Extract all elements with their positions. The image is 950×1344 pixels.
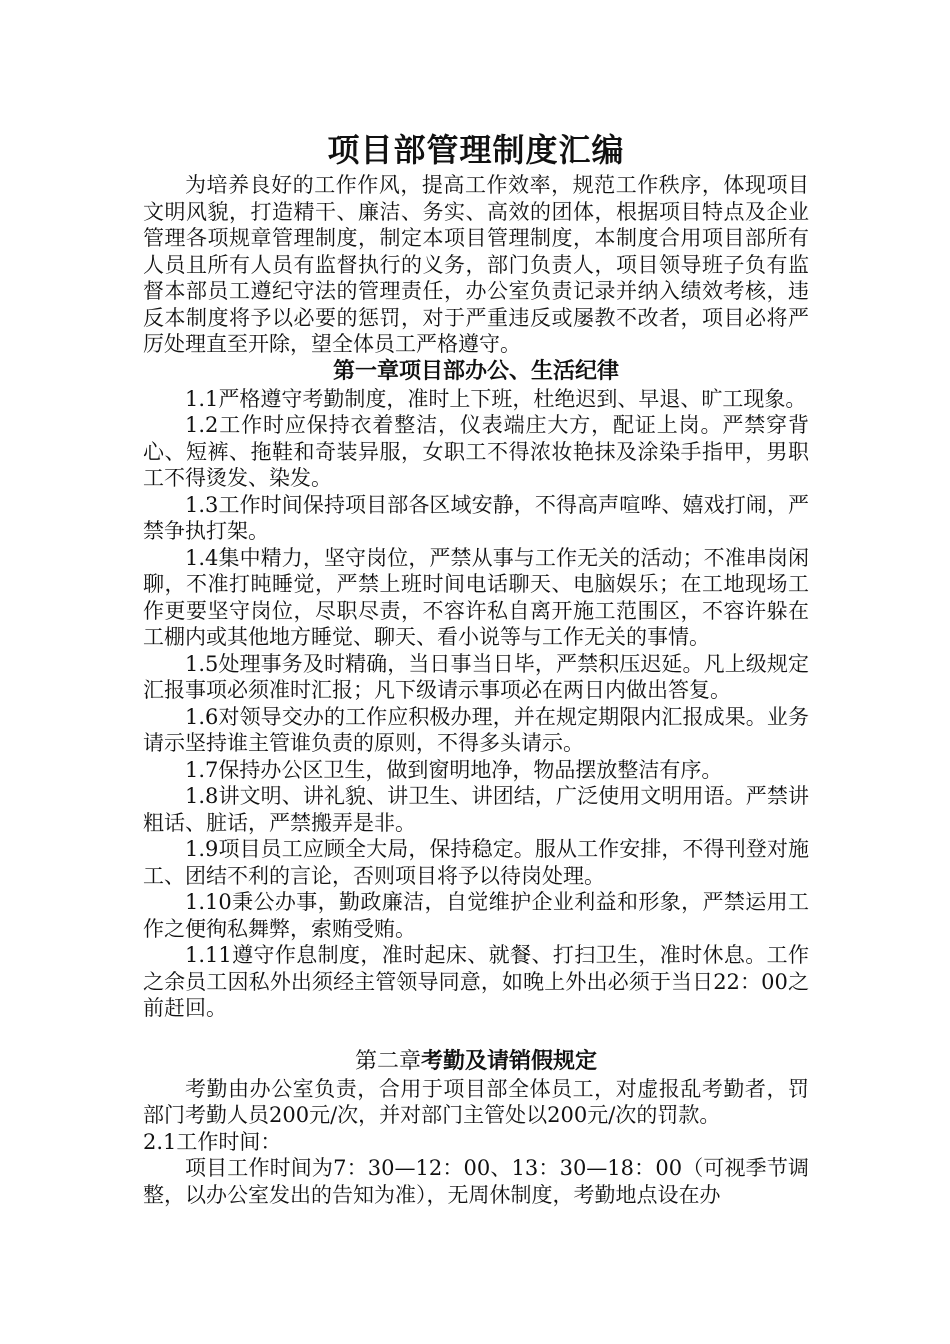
chapter-2-heading: 考勤及请销假规定	[421, 1048, 598, 1074]
rule-item: 1.2工作时应保持衣着整洁，仪表端庄大方，配证上岗。严禁穿背心、短裤、拖鞋和奇装异服，女职工不得浓妆艳抹及涂染手指甲，男职工不得烫发、染发。	[143, 413, 809, 490]
chapter-1-items	[143, 386, 809, 1022]
section-spacer	[143, 1022, 809, 1048]
rule-item: 1.4集中精力，坚守岗位，严禁从事与工作无关的活动；不准串岗闲聊，不准打盹睡觉，严禁上班时间电话聊天、电脑娱乐；在工地现场工作更要坚守岗位，尽职尽责，不容许私自离开施工范围区，不容许躲在工棚内或其他地方睡觉、聊天、看小说等与工作无关的事情。	[143, 545, 809, 649]
rule-item: 1.1严格遵守考勤制度，准时上下班，杜绝迟到、早退、旷工现象。	[185, 386, 807, 411]
section-2-1-title: 2.1工作时间：	[143, 1129, 282, 1154]
rule-item: 1.11遵守作息制度，准时起床、就餐、打扫卫生，准时休息。工作之余员工因私外出须经主管领导同意，如晚上外出必须于当日22：00之前赶回。	[143, 943, 809, 1020]
chapter-2-title	[143, 1048, 809, 1076]
chapter-2-intro: 考勤由办公室负责，合用于项目部全体员工，对虚报乱考勤者，罚部门考勤人员200元/次，并对部门主管处以200元/次的罚款。	[143, 1076, 809, 1127]
rule-item: 1.10秉公办事，勤政廉洁，自觉维护企业利益和形象，严禁运用工作之便徇私舞弊，索贿受贿。	[143, 890, 809, 941]
intro-paragraph: 为培养良好的工作作风，提高工作效率，规范工作秩序，体现项目文明风貌，打造精干、廉洁、务实、高效的团体，根据项目特点及企业管理各项规章管理制度，制定本项目管理制度，本制度合用项目部所有人员且所有人员有监督执行的义务，部门负责人，项目领导班子负有监督本部员工遵纪守法的管理责任，办公室负责记录并纳入绩效考核，违反本制度将予以必要的惩罚，对于严重违反或屡教不改者，项目必将严厉处理直至开除，望全体员工严格遵守。	[143, 173, 809, 356]
rule-item: 1.3工作时间保持项目部各区域安静，不得高声喧哗、嬉戏打闹，严禁争执打架。	[143, 492, 809, 543]
rule-item: 1.7保持办公区卫生，做到窗明地净，物品摆放整洁有序。	[185, 757, 723, 782]
chapter-1-title: 第一章项目部办公、生活纪律	[332, 358, 619, 384]
rule-item: 1.8讲文明、讲礼貌、讲卫生、讲团结，广泛使用文明用语。严禁讲粗话、脏话，严禁搬弄是非。	[143, 784, 809, 835]
rule-item: 1.9项目员工应顾全大局，保持稳定。服从工作安排，不得刊登对施工、团结不利的言论，否则项目将予以待岗处理。	[143, 837, 809, 888]
document-page	[143, 128, 809, 1208]
rule-item: 1.5处理事务及时精确，当日事当日毕，严禁积压迟延。凡上级规定汇报事项必须准时汇报；凡下级请示事项必在两日内做出答复。	[143, 651, 809, 702]
section-2-1-text: 项目工作时间为7：30—12：00、13：30—18：00（可视季节调整，以办公室发出的告知为准），无周休制度，考勤地点设在办	[143, 1156, 809, 1207]
document-title: 项目部管理制度汇编	[327, 131, 625, 169]
rule-item: 1.6对领导交办的工作应积极办理，并在规定期限内汇报成果。业务请示坚持谁主管谁负责的原则，不得多头请示。	[143, 704, 809, 755]
chapter-2-number: 第二章	[354, 1048, 421, 1074]
